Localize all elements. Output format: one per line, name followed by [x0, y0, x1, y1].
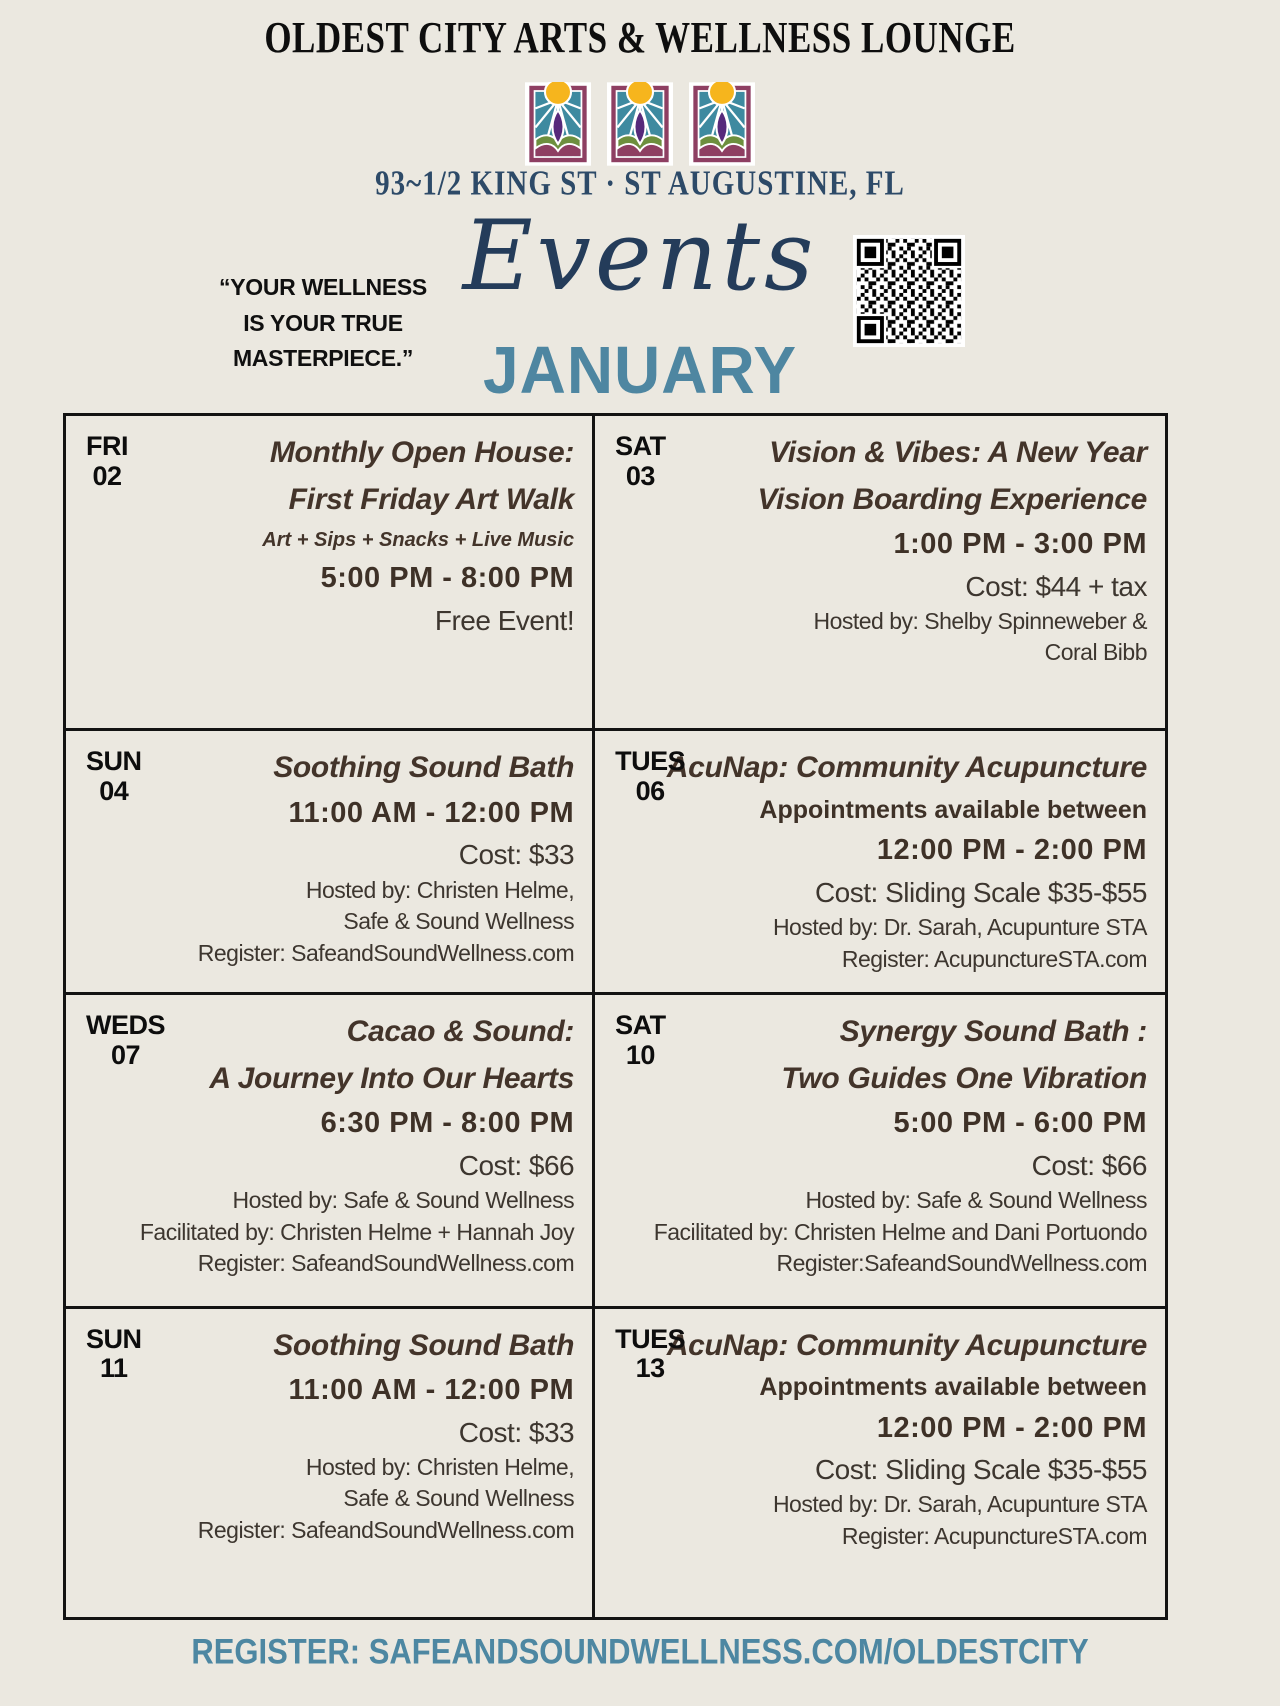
- event-date: 06: [635, 776, 665, 807]
- event-line-cost: Cost: $66: [458, 1149, 575, 1181]
- event-line-cost: Cost: Sliding Scale $35-$55: [814, 1454, 1147, 1486]
- event-line-title: Vision & Vibes: A New Year: [769, 436, 1147, 469]
- event-line-title: Soothing Sound Bath: [273, 751, 575, 785]
- event-line-cost: Cost: $33: [458, 1416, 575, 1448]
- event-line-title: AcuNap: Community Acupuncture: [666, 751, 1147, 785]
- event-line-time: 11:00 AM - 12:00 PM: [288, 796, 575, 829]
- events-grid: [63, 413, 1168, 1620]
- footer-register-line: REGISTER: SAFEANDSOUNDWELLNESS.COM/OLDESTCITY: [191, 1631, 1089, 1672]
- event-line-title: Synergy Sound Bath :: [839, 1015, 1147, 1049]
- event-line-time: 11:00 AM - 12:00 PM: [288, 1374, 575, 1407]
- logo-row: [0, 82, 1280, 166]
- event-lines: [609, 745, 1147, 975]
- event-line-cost: Free Event!: [434, 604, 575, 636]
- event-line-title: Soothing Sound Bath: [273, 1328, 575, 1362]
- event-lines: [609, 1323, 1147, 1553]
- event-line-cost: Cost: $33: [458, 839, 575, 871]
- event-line-detail: Register:SafeandSoundWellness.com: [776, 1250, 1147, 1277]
- event-line-detail: Hosted by: Christen Helme,: [305, 1453, 575, 1480]
- qr-code: [853, 235, 965, 347]
- event-line-detail: Register: AcupunctureSTA.com: [841, 945, 1147, 972]
- event-day: TUES: [615, 746, 686, 777]
- event-date: 13: [635, 1353, 665, 1384]
- event-line-detail: Register: SafeandSoundWellness.com: [197, 1517, 575, 1544]
- event-cell: [66, 1309, 595, 1617]
- event-line-title: First Friday Art Walk: [288, 482, 575, 516]
- stained-glass-logo-icon: [607, 82, 673, 166]
- event-day: SUN: [86, 1323, 142, 1354]
- event-day: SAT: [615, 431, 666, 461]
- event-date: 04: [99, 776, 129, 807]
- address-line: 93~1/2 KING ST · ST AUGUSTINE, FL: [375, 164, 905, 204]
- event-day-label: [615, 432, 666, 491]
- event-day-label: [615, 747, 685, 806]
- event-date: 10: [625, 1039, 655, 1070]
- event-cell: [595, 416, 1165, 731]
- event-line-detail: Hosted by: Dr. Sarah, Acupunture STA: [772, 1491, 1147, 1518]
- event-line-detail: Facilitated by: Christen Helme and Dani Portuondo: [653, 1218, 1147, 1245]
- event-line-cost: Cost: $44 + tax: [965, 570, 1147, 602]
- event-date: 02: [92, 460, 122, 491]
- event-line-title: Vision Boarding Experience: [757, 482, 1147, 516]
- event-line-detail: Hosted by: Dr. Sarah, Acupunture STA: [772, 914, 1147, 941]
- quote-line: “YOUR WELLNESS: [219, 274, 427, 300]
- event-line-time: 6:30 PM - 8:00 PM: [320, 1107, 575, 1140]
- event-line-time: 12:00 PM - 2:00 PM: [876, 834, 1147, 867]
- event-day-label: [86, 432, 128, 491]
- event-line-detail: Hosted by: Christen Helme,: [305, 876, 575, 903]
- event-cell: [66, 731, 595, 995]
- event-line-boldline: Appointments available between: [759, 1373, 1147, 1402]
- event-line-time: 1:00 PM - 3:00 PM: [893, 528, 1147, 560]
- event-line-detail: Facilitated by: Christen Helme + Hannah Joy: [139, 1218, 575, 1245]
- event-line-detail: Safe & Sound Wellness: [343, 908, 575, 935]
- event-line-title: Two Guides One Vibration: [781, 1061, 1147, 1095]
- event-cell: [66, 995, 595, 1308]
- event-day: TUES: [615, 1323, 686, 1354]
- event-cell: [595, 731, 1165, 995]
- event-date: 07: [110, 1039, 141, 1070]
- event-day: FRI: [86, 431, 128, 461]
- event-line-boldline: Appointments available between: [759, 795, 1147, 824]
- event-date: 11: [99, 1353, 128, 1384]
- page-title: OLDEST CITY ARTS & WELLNESS LOUNGE: [264, 12, 1016, 63]
- event-day-label: [86, 1325, 142, 1384]
- stained-glass-logo-icon: [525, 82, 591, 166]
- stained-glass-logo-icon: [689, 82, 755, 166]
- event-day: SAT: [615, 1010, 666, 1041]
- event-day-label: [86, 1011, 165, 1070]
- event-line-detail: Register: AcupunctureSTA.com: [841, 1522, 1147, 1549]
- event-line-detail: Hosted by: Shelby Spinneweber &: [813, 607, 1147, 634]
- event-line-title: Cacao & Sound:: [346, 1015, 575, 1049]
- month-title: JANUARY: [483, 332, 797, 408]
- quote-line: IS YOUR TRUE MASTERPIECE.”: [232, 309, 414, 372]
- event-line-title: Monthly Open House:: [269, 436, 575, 469]
- event-line-detail: Hosted by: Safe & Sound Wellness: [805, 1186, 1147, 1213]
- event-line-cost: Cost: $66: [1031, 1149, 1147, 1181]
- event-line-time: 12:00 PM - 2:00 PM: [876, 1411, 1147, 1444]
- event-day-label: [86, 747, 142, 806]
- event-line-detail: Hosted by: Safe & Sound Wellness: [232, 1186, 575, 1213]
- event-line-detail: Register: SafeandSoundWellness.com: [197, 940, 575, 967]
- event-day-label: [615, 1011, 666, 1070]
- event-line-time: 5:00 PM - 8:00 PM: [320, 562, 575, 594]
- events-script-word: Events: [462, 200, 818, 312]
- event-date: 03: [625, 460, 655, 491]
- event-line-cost: Cost: Sliding Scale $35-$55: [814, 876, 1147, 908]
- event-line-subtitle: Art + Sips + Snacks + Live Music: [262, 529, 575, 551]
- event-line-detail: Register: SafeandSoundWellness.com: [197, 1250, 575, 1277]
- event-cell: [66, 416, 595, 731]
- event-line-detail: Safe & Sound Wellness: [343, 1485, 575, 1512]
- event-line-title: AcuNap: Community Acupuncture: [666, 1328, 1147, 1362]
- event-day: SUN: [86, 746, 142, 777]
- event-day: WEDS: [86, 1010, 165, 1041]
- event-cell: [595, 1309, 1165, 1617]
- event-lines: [609, 1009, 1147, 1280]
- event-line-title: A Journey Into Our Hearts: [209, 1061, 575, 1095]
- event-lines: [80, 1323, 574, 1547]
- event-day-label: [615, 1325, 685, 1384]
- event-lines: [80, 745, 574, 969]
- event-lines: [609, 430, 1147, 669]
- event-lines: [80, 430, 574, 640]
- event-cell: [595, 995, 1165, 1308]
- event-line-detail: Coral Bibb: [1044, 639, 1147, 666]
- event-line-time: 5:00 PM - 6:00 PM: [893, 1107, 1147, 1140]
